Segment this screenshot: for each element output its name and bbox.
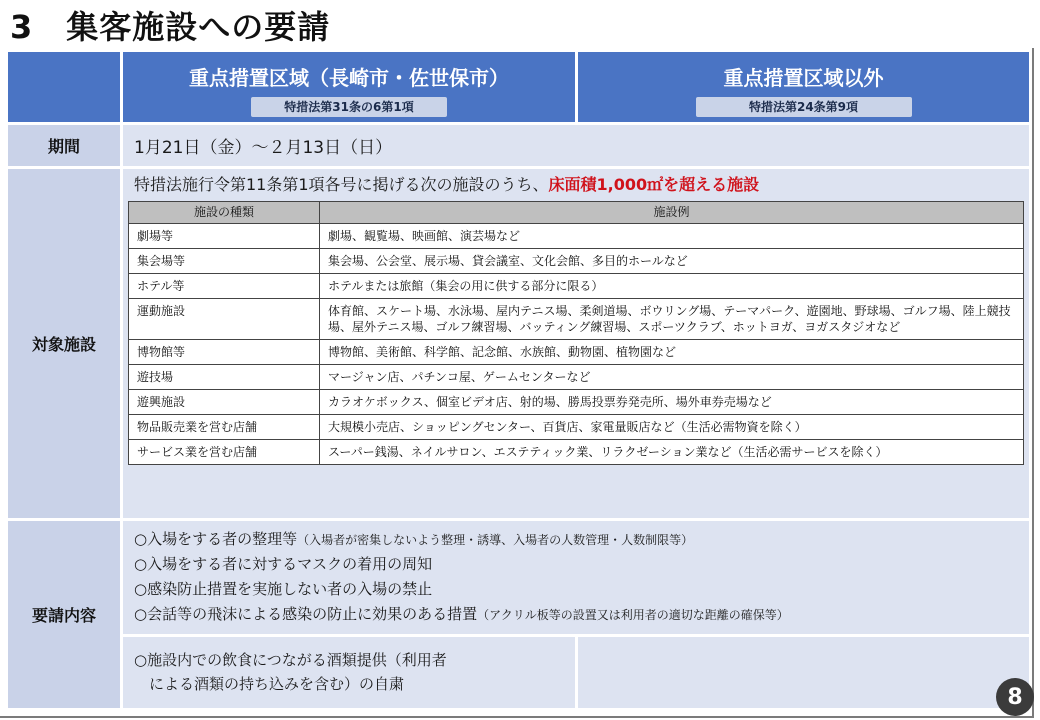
table-row [129, 390, 1024, 415]
header-blank-cell [8, 52, 120, 122]
facility-examples: 体育館、スケート場、水泳場、屋内テニス場、柔剣道場、ボウリング場、テーマパーク、遊園地、野球場、ゴルフ場、陸上競技場、屋外テニス場、ゴルフ練習場、バッティング練習場、スポーツクラブ、ホットヨガ、ヨガスタジオなど [320, 299, 1024, 340]
facility-examples: 博物館、美術館、科学館、記念館、水族館、動物園、植物園など [320, 340, 1024, 365]
request-item-3: ○感染防止措置を実施しない者の入場の禁止 [134, 580, 433, 598]
header-priority-area [123, 52, 575, 122]
table-row [129, 340, 1024, 365]
facility-examples: マージャン店、パチンコ屋、ゲームセンターなど [320, 365, 1024, 390]
facility-type: サービス業を営む店舗 [129, 440, 320, 465]
facilities-label: 対象施設 [8, 169, 120, 518]
table-row [129, 274, 1024, 299]
facility-examples: ホテルまたは旅館（集会の用に供する部分に限る） [320, 274, 1024, 299]
page-number-badge: 8 [996, 678, 1034, 716]
table-row [129, 249, 1024, 274]
table-row [129, 415, 1024, 440]
request-item-1-text: ○入場をする者の整理等 [134, 530, 298, 548]
column-header-type: 施設の種類 [129, 202, 320, 224]
table-row [129, 365, 1024, 390]
facility-examples: 集会場、公会堂、展示場、貸会議室、文化会館、多目的ホールなど [320, 249, 1024, 274]
facilities-intro [134, 172, 759, 195]
facility-type: 博物館等 [129, 340, 320, 365]
facility-type: 劇場等 [129, 224, 320, 249]
table-row [129, 440, 1024, 465]
table-row [129, 224, 1024, 249]
header-other-area-law: 特措法第24条第9項 [696, 97, 912, 117]
facility-examples: スーパー銭湯、ネイルサロン、エステティック業、リラクゼーション業など（生活必需サービスを除く） [320, 440, 1024, 465]
request-item-5-line-2: による酒類の持ち込みを含む）の自粛 [134, 675, 405, 693]
facility-table-header [129, 202, 1024, 224]
request-item-4-note: （アクリル板等の設置又は利用者の適切な距離の確保等） [477, 608, 789, 622]
facility-table [128, 201, 1024, 465]
request-item-4 [134, 603, 789, 624]
column-header-examples: 施設例 [320, 202, 1024, 224]
request-item-4-text: ○会話等の飛沫による感染の防止に効果のある措置 [134, 605, 478, 623]
request-item-5-line-1: ○施設内での飲食につながる酒類提供（利用者 [134, 651, 447, 669]
period-label: 期間 [8, 125, 120, 166]
facilities-floor-area-highlight: 床面積1,000㎡を超える施設 [548, 175, 760, 194]
facility-type: 運動施設 [129, 299, 320, 340]
facility-type: 物品販売業を営む店舗 [129, 415, 320, 440]
table-row [129, 299, 1024, 340]
requests-other-area-cell [578, 637, 1029, 708]
request-item-1-note: （入場者が密集しないよう整理・誘導、入場者の人数管理・人数制限等） [297, 533, 694, 547]
facility-type: 集会場等 [129, 249, 320, 274]
facility-examples: 劇場、観覧場、映画館、演芸場など [320, 224, 1024, 249]
facility-type: ホテル等 [129, 274, 320, 299]
facilities-intro-text: 特措法施行令第11条第1項各号に掲げる次の施設のうち、 [134, 175, 549, 194]
header-other-area-title: 重点措置区域以外 [723, 66, 884, 90]
request-item-2: ○入場をする者に対するマスクの着用の周知 [134, 555, 433, 573]
page-title: 3 集客施設への要請 [10, 8, 331, 46]
facility-examples: カラオケボックス、個室ビデオ店、射的場、勝馬投票券発売所、場外車券売場など [320, 390, 1024, 415]
requests-label: 要請内容 [8, 521, 120, 708]
period-value: 1月21日（金）～２月13日（日） [134, 138, 393, 158]
facility-examples: 大規模小売店、ショッピングセンター、百貨店、家電量販店など（生活必需物資を除く） [320, 415, 1024, 440]
request-item-1 [134, 528, 693, 549]
facility-type: 遊技場 [129, 365, 320, 390]
header-priority-area-law: 特措法第31条の6第1項 [251, 97, 447, 117]
facility-type: 遊興施設 [129, 390, 320, 415]
header-priority-area-title: 重点措置区域（長崎市・佐世保市） [189, 66, 509, 90]
header-other-area [578, 52, 1029, 122]
